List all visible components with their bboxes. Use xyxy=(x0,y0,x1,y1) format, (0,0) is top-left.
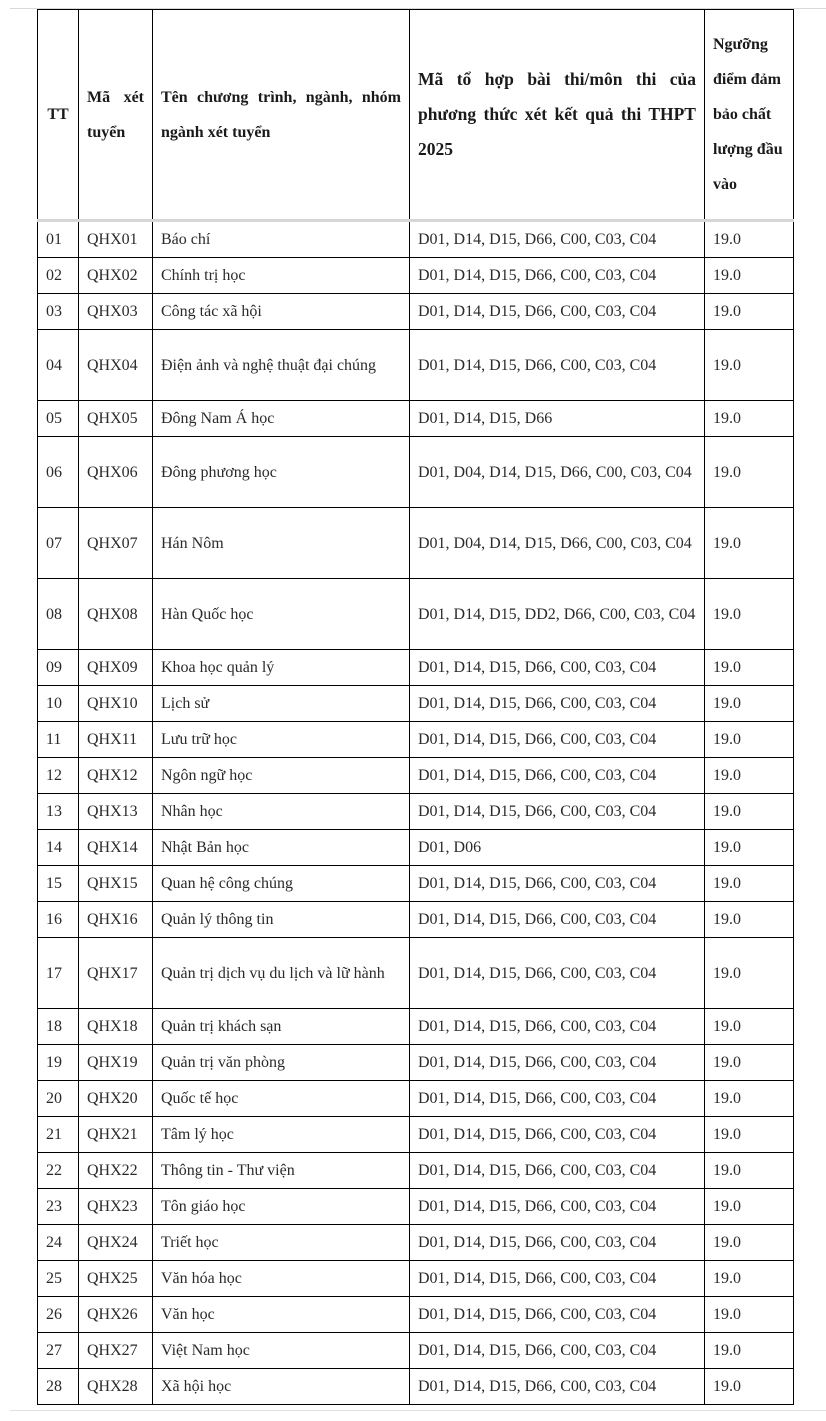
cell-threshold: 19.0 xyxy=(705,866,794,902)
cell-tt: 04 xyxy=(38,330,79,401)
cell-tt: 09 xyxy=(38,650,79,686)
table-row xyxy=(38,1009,794,1045)
cell-code: QHX15 xyxy=(79,866,153,902)
cell-threshold: 19.0 xyxy=(705,1225,794,1261)
cell-code: QHX01 xyxy=(79,221,153,258)
cell-threshold: 19.0 xyxy=(705,1369,794,1405)
cell-subject-combinations: D01, D14, D15, D66, C00, C03, C04 xyxy=(410,1117,705,1153)
cell-tt: 14 xyxy=(38,830,79,866)
cell-subject-combinations: D01, D14, D15, D66, C00, C03, C04 xyxy=(410,221,705,258)
table-row xyxy=(38,437,794,508)
table-row xyxy=(38,1297,794,1333)
cell-code: QHX07 xyxy=(79,508,153,579)
cell-threshold: 19.0 xyxy=(705,1261,794,1297)
cell-subject-combinations: D01, D14, D15, D66, C00, C03, C04 xyxy=(410,938,705,1009)
cell-tt: 12 xyxy=(38,758,79,794)
cell-code: QHX10 xyxy=(79,686,153,722)
cell-threshold: 19.0 xyxy=(705,1045,794,1081)
table-frame-bottom-line xyxy=(10,1410,826,1411)
table-row xyxy=(38,758,794,794)
table-row xyxy=(38,1189,794,1225)
cell-program-name: Quan hệ công chúng xyxy=(153,866,410,902)
cell-tt: 08 xyxy=(38,579,79,650)
table-row xyxy=(38,579,794,650)
table-row xyxy=(38,1369,794,1405)
table-row xyxy=(38,1225,794,1261)
header-code: Mã xét tuyển xyxy=(79,10,153,221)
cell-code: QHX26 xyxy=(79,1297,153,1333)
cell-subject-combinations: D01, D14, D15, D66, C00, C03, C04 xyxy=(410,330,705,401)
cell-subject-combinations: D01, D14, D15, D66, C00, C03, C04 xyxy=(410,722,705,758)
cell-subject-combinations: D01, D14, D15, D66, C00, C03, C04 xyxy=(410,650,705,686)
cell-threshold: 19.0 xyxy=(705,1333,794,1369)
cell-threshold: 19.0 xyxy=(705,686,794,722)
cell-subject-combinations: D01, D14, D15, D66, C00, C03, C04 xyxy=(410,686,705,722)
cell-threshold: 19.0 xyxy=(705,1117,794,1153)
cell-subject-combinations: D01, D14, D15, D66, C00, C03, C04 xyxy=(410,1261,705,1297)
table-row xyxy=(38,650,794,686)
cell-code: QHX11 xyxy=(79,722,153,758)
cell-subject-combinations: D01, D14, D15, D66, C00, C03, C04 xyxy=(410,294,705,330)
cell-program-name: Tôn giáo học xyxy=(153,1189,410,1225)
table-row xyxy=(38,866,794,902)
cell-subject-combinations: D01, D14, D15, D66, C00, C03, C04 xyxy=(410,1369,705,1405)
cell-subject-combinations: D01, D14, D15, D66, C00, C03, C04 xyxy=(410,1225,705,1261)
cell-code: QHX09 xyxy=(79,650,153,686)
table-row xyxy=(38,938,794,1009)
table-row xyxy=(38,508,794,579)
cell-tt: 21 xyxy=(38,1117,79,1153)
cell-tt: 13 xyxy=(38,794,79,830)
table-row xyxy=(38,686,794,722)
cell-program-name: Nhân học xyxy=(153,794,410,830)
cell-code: QHX04 xyxy=(79,330,153,401)
cell-threshold: 19.0 xyxy=(705,508,794,579)
cell-code: QHX19 xyxy=(79,1045,153,1081)
cell-code: QHX03 xyxy=(79,294,153,330)
cell-program-name: Quốc tế học xyxy=(153,1081,410,1117)
header-threshold: Ngưỡng điểm đảm bảo chất lượng đầu vào xyxy=(705,10,794,221)
cell-tt: 20 xyxy=(38,1081,79,1117)
cell-program-name: Quản trị văn phòng xyxy=(153,1045,410,1081)
cell-subject-combinations: D01, D14, D15, D66, C00, C03, C04 xyxy=(410,1297,705,1333)
table-row xyxy=(38,401,794,437)
cell-subject-combinations: D01, D14, D15, D66, C00, C03, C04 xyxy=(410,902,705,938)
cell-tt: 10 xyxy=(38,686,79,722)
cell-code: QHX16 xyxy=(79,902,153,938)
header-subject-combinations: Mã tổ hợp bài thi/môn thi của phương thức xét kết quả thi THPT 2025 xyxy=(410,10,705,221)
table-row xyxy=(38,1333,794,1369)
cell-program-name: Điện ảnh và nghệ thuật đại chúng xyxy=(153,330,410,401)
cell-code: QHX18 xyxy=(79,1009,153,1045)
admission-table xyxy=(37,9,794,1405)
cell-subject-combinations: D01, D04, D14, D15, D66, C00, C03, C04 xyxy=(410,508,705,579)
table-row xyxy=(38,1081,794,1117)
cell-program-name: Thông tin - Thư viện xyxy=(153,1153,410,1189)
cell-threshold: 19.0 xyxy=(705,650,794,686)
table-row xyxy=(38,830,794,866)
cell-threshold: 19.0 xyxy=(705,294,794,330)
cell-program-name: Hán Nôm xyxy=(153,508,410,579)
cell-tt: 19 xyxy=(38,1045,79,1081)
cell-subject-combinations: D01, D14, D15, D66, C00, C03, C04 xyxy=(410,258,705,294)
cell-subject-combinations: D01, D14, D15, D66, C00, C03, C04 xyxy=(410,1045,705,1081)
cell-threshold: 19.0 xyxy=(705,794,794,830)
table-row xyxy=(38,794,794,830)
cell-threshold: 19.0 xyxy=(705,830,794,866)
cell-threshold: 19.0 xyxy=(705,1153,794,1189)
cell-program-name: Tâm lý học xyxy=(153,1117,410,1153)
cell-tt: 18 xyxy=(38,1009,79,1045)
cell-program-name: Quản trị khách sạn xyxy=(153,1009,410,1045)
cell-threshold: 19.0 xyxy=(705,258,794,294)
cell-threshold: 19.0 xyxy=(705,401,794,437)
cell-program-name: Hàn Quốc học xyxy=(153,579,410,650)
cell-tt: 22 xyxy=(38,1153,79,1189)
cell-subject-combinations: D01, D14, D15, D66 xyxy=(410,401,705,437)
cell-program-name: Việt Nam học xyxy=(153,1333,410,1369)
cell-program-name: Đông Nam Á học xyxy=(153,401,410,437)
cell-code: QHX17 xyxy=(79,938,153,1009)
cell-code: QHX27 xyxy=(79,1333,153,1369)
cell-threshold: 19.0 xyxy=(705,1297,794,1333)
cell-threshold: 19.0 xyxy=(705,1189,794,1225)
cell-tt: 01 xyxy=(38,221,79,258)
cell-tt: 05 xyxy=(38,401,79,437)
cell-code: QHX24 xyxy=(79,1225,153,1261)
cell-tt: 28 xyxy=(38,1369,79,1405)
cell-threshold: 19.0 xyxy=(705,722,794,758)
cell-subject-combinations: D01, D14, D15, D66, C00, C03, C04 xyxy=(410,1189,705,1225)
cell-program-name: Đông phương học xyxy=(153,437,410,508)
cell-threshold: 19.0 xyxy=(705,579,794,650)
table-row xyxy=(38,722,794,758)
cell-tt: 24 xyxy=(38,1225,79,1261)
cell-tt: 27 xyxy=(38,1333,79,1369)
cell-code: QHX28 xyxy=(79,1369,153,1405)
cell-tt: 25 xyxy=(38,1261,79,1297)
cell-subject-combinations: D01, D04, D14, D15, D66, C00, C03, C04 xyxy=(410,437,705,508)
cell-tt: 11 xyxy=(38,722,79,758)
table-row xyxy=(38,330,794,401)
cell-code: QHX23 xyxy=(79,1189,153,1225)
cell-program-name: Lưu trữ học xyxy=(153,722,410,758)
cell-code: QHX06 xyxy=(79,437,153,508)
cell-program-name: Triết học xyxy=(153,1225,410,1261)
cell-threshold: 19.0 xyxy=(705,221,794,258)
cell-subject-combinations: D01, D14, D15, D66, C00, C03, C04 xyxy=(410,1009,705,1045)
cell-tt: 06 xyxy=(38,437,79,508)
cell-program-name: Ngôn ngữ học xyxy=(153,758,410,794)
cell-tt: 26 xyxy=(38,1297,79,1333)
cell-code: QHX22 xyxy=(79,1153,153,1189)
table-row xyxy=(38,1117,794,1153)
cell-program-name: Nhật Bản học xyxy=(153,830,410,866)
header-tt: TT xyxy=(38,10,79,221)
cell-code: QHX25 xyxy=(79,1261,153,1297)
cell-program-name: Văn học xyxy=(153,1297,410,1333)
cell-code: QHX12 xyxy=(79,758,153,794)
cell-threshold: 19.0 xyxy=(705,938,794,1009)
cell-code: QHX08 xyxy=(79,579,153,650)
cell-subject-combinations: D01, D14, D15, D66, C00, C03, C04 xyxy=(410,1333,705,1369)
table-row xyxy=(38,258,794,294)
cell-subject-combinations: D01, D14, D15, D66, C00, C03, C04 xyxy=(410,794,705,830)
cell-subject-combinations: D01, D14, D15, D66, C00, C03, C04 xyxy=(410,758,705,794)
cell-tt: 15 xyxy=(38,866,79,902)
table-row xyxy=(38,1153,794,1189)
cell-program-name: Khoa học quản lý xyxy=(153,650,410,686)
table-row xyxy=(38,294,794,330)
cell-subject-combinations: D01, D14, D15, D66, C00, C03, C04 xyxy=(410,1153,705,1189)
cell-subject-combinations: D01, D14, D15, D66, C00, C03, C04 xyxy=(410,866,705,902)
table-body xyxy=(38,221,794,1405)
cell-tt: 17 xyxy=(38,938,79,1009)
cell-code: QHX21 xyxy=(79,1117,153,1153)
cell-program-name: Quản lý thông tin xyxy=(153,902,410,938)
cell-code: QHX14 xyxy=(79,830,153,866)
cell-program-name: Xã hội học xyxy=(153,1369,410,1405)
cell-threshold: 19.0 xyxy=(705,1009,794,1045)
cell-program-name: Công tác xã hội xyxy=(153,294,410,330)
cell-tt: 23 xyxy=(38,1189,79,1225)
cell-code: QHX13 xyxy=(79,794,153,830)
header-program-name: Tên chương trình, ngành, nhóm ngành xét tuyển xyxy=(153,10,410,221)
cell-program-name: Quản trị dịch vụ du lịch và lữ hành xyxy=(153,938,410,1009)
cell-threshold: 19.0 xyxy=(705,758,794,794)
cell-threshold: 19.0 xyxy=(705,1081,794,1117)
cell-program-name: Văn hóa học xyxy=(153,1261,410,1297)
cell-code: QHX20 xyxy=(79,1081,153,1117)
cell-threshold: 19.0 xyxy=(705,330,794,401)
table-row xyxy=(38,902,794,938)
table-header-row xyxy=(38,10,794,221)
cell-subject-combinations: D01, D14, D15, D66, C00, C03, C04 xyxy=(410,1081,705,1117)
cell-program-name: Lịch sử xyxy=(153,686,410,722)
cell-tt: 16 xyxy=(38,902,79,938)
cell-code: QHX02 xyxy=(79,258,153,294)
cell-program-name: Chính trị học xyxy=(153,258,410,294)
cell-tt: 02 xyxy=(38,258,79,294)
cell-threshold: 19.0 xyxy=(705,902,794,938)
cell-threshold: 19.0 xyxy=(705,437,794,508)
cell-program-name: Báo chí xyxy=(153,221,410,258)
table-row xyxy=(38,1261,794,1297)
cell-subject-combinations: D01, D06 xyxy=(410,830,705,866)
cell-tt: 07 xyxy=(38,508,79,579)
cell-subject-combinations: D01, D14, D15, DD2, D66, C00, C03, C04 xyxy=(410,579,705,650)
table-row xyxy=(38,221,794,258)
table-row xyxy=(38,1045,794,1081)
cell-code: QHX05 xyxy=(79,401,153,437)
cell-tt: 03 xyxy=(38,294,79,330)
